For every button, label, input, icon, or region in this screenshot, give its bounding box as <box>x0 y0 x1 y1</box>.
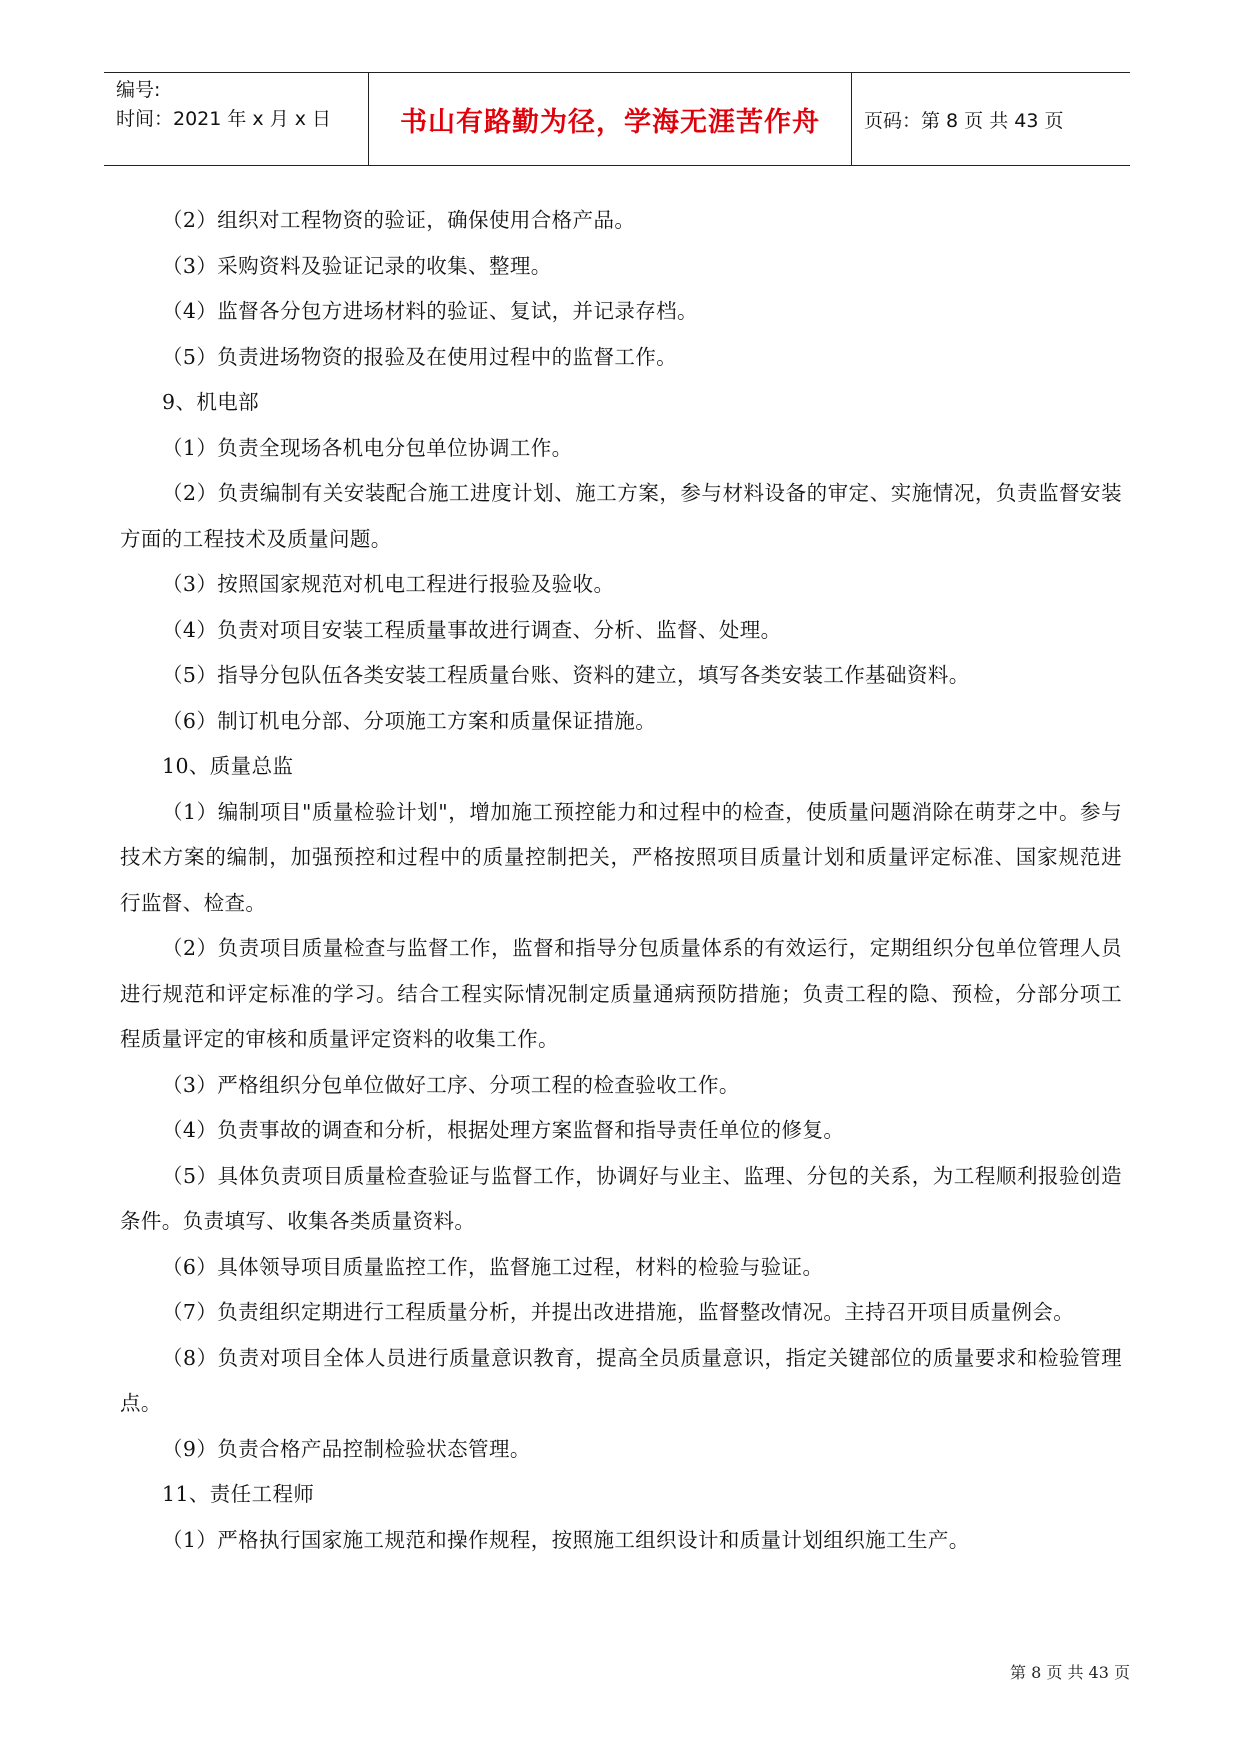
paragraph: （3）采购资料及验证记录的收集、整理。 <box>162 253 552 278</box>
header-divider-right <box>851 73 852 165</box>
paragraph: （9）负责合格产品控制检验状态管理。 <box>162 1436 531 1461</box>
paragraph: （1）编制项目"质量检验计划"，增加施工预控能力和过程中的检查，使质量问题消除在萌芽之中。参与技术方案的编制，加强预控和过程中的质量控制把关，严格按照项目质量计划和质量评定标准、国家规范进行监督、检查。 <box>120 799 1122 915</box>
paragraph: （4）负责事故的调查和分析，根据处理方案监督和指导责任单位的修复。 <box>162 1118 845 1142</box>
paragraph: （3）严格组织分包单位做好工序、分项工程的检查验收工作。 <box>162 1072 740 1097</box>
paragraph: （4）负责对项目安装工程质量事故进行调查、分析、监督、处理。 <box>162 617 782 642</box>
paragraph: （2）组织对工程物资的验证，确保使用合格产品。 <box>162 208 636 232</box>
section-heading: 10、质量总监 <box>162 754 294 778</box>
document-number-label: 编号: <box>116 79 161 101</box>
paragraph: （4）监督各分包方进场材料的验证、复试，并记录存档。 <box>162 299 698 323</box>
paragraph: （1）严格执行国家施工规范和操作规程，按照施工组织设计和质量计划组织施工生产。 <box>162 1527 970 1552</box>
paragraph: （6）制订机电分部、分项施工方案和质量保证措施。 <box>162 708 657 733</box>
page-header <box>104 72 1130 166</box>
paragraph: （5）具体负责项目质量检查验证与监督工作，协调好与业主、监理、分包的关系，为工程顺利报验创造条件。负责填写、收集各类质量资料。 <box>120 1163 1122 1233</box>
document-time: 时间：2021 年 x 月 x 日 <box>116 108 332 130</box>
paragraph: （3）按照国家规范对机电工程进行报验及验收。 <box>162 572 615 596</box>
header-meta <box>116 73 366 165</box>
header-motto: 书山有路勤为径，学海无涯苦作舟 <box>400 106 820 138</box>
paragraph: （2）负责项目质量检查与监督工作，监督和指导分包质量体系的有效运行，定期组织分包单位管理人员进行规范和评定标准的学习。结合工程实际情况制定质量通病预防措施；负责工程的隐、预检，分部分项工程质量评定的审核和质量评定资料的收集工作。 <box>120 936 1122 1051</box>
paragraph: （2）负责编制有关安装配合施工进度计划、施工方案，参与材料设备的审定、实施情况，负责监督安装方面的工程技术及质量问题。 <box>120 481 1122 551</box>
document-body <box>120 198 1122 1563</box>
paragraph: （5）负责进场物资的报验及在使用过程中的监督工作。 <box>162 344 678 369</box>
paragraph: （7）负责组织定期进行工程质量分析，并提出改进措施，监督整改情况。主持召开项目质量例会。 <box>162 1300 1075 1324</box>
section-heading: 11、责任工程师 <box>162 1482 315 1506</box>
section-heading: 9、机电部 <box>162 390 260 414</box>
paragraph: （8）负责对项目全体人员进行质量意识教育，提高全员质量意识，指定关键部位的质量要求和检验管理点。 <box>120 1345 1122 1415</box>
header-divider-left <box>368 73 369 165</box>
paragraph: （6）具体领导项目质量监控工作，监督施工过程，材料的检验与验证。 <box>162 1254 824 1279</box>
page-footer: 第 8 页 共 43 页 <box>1010 1663 1130 1682</box>
paragraph: （5）指导分包队伍各类安装工程质量台账、资料的建立，填写各类安装工作基础资料。 <box>162 663 970 687</box>
header-page-info: 页码：第 8 页 共 43 页 <box>864 109 1064 132</box>
paragraph: （1）负责全现场各机电分包单位协调工作。 <box>162 435 573 460</box>
